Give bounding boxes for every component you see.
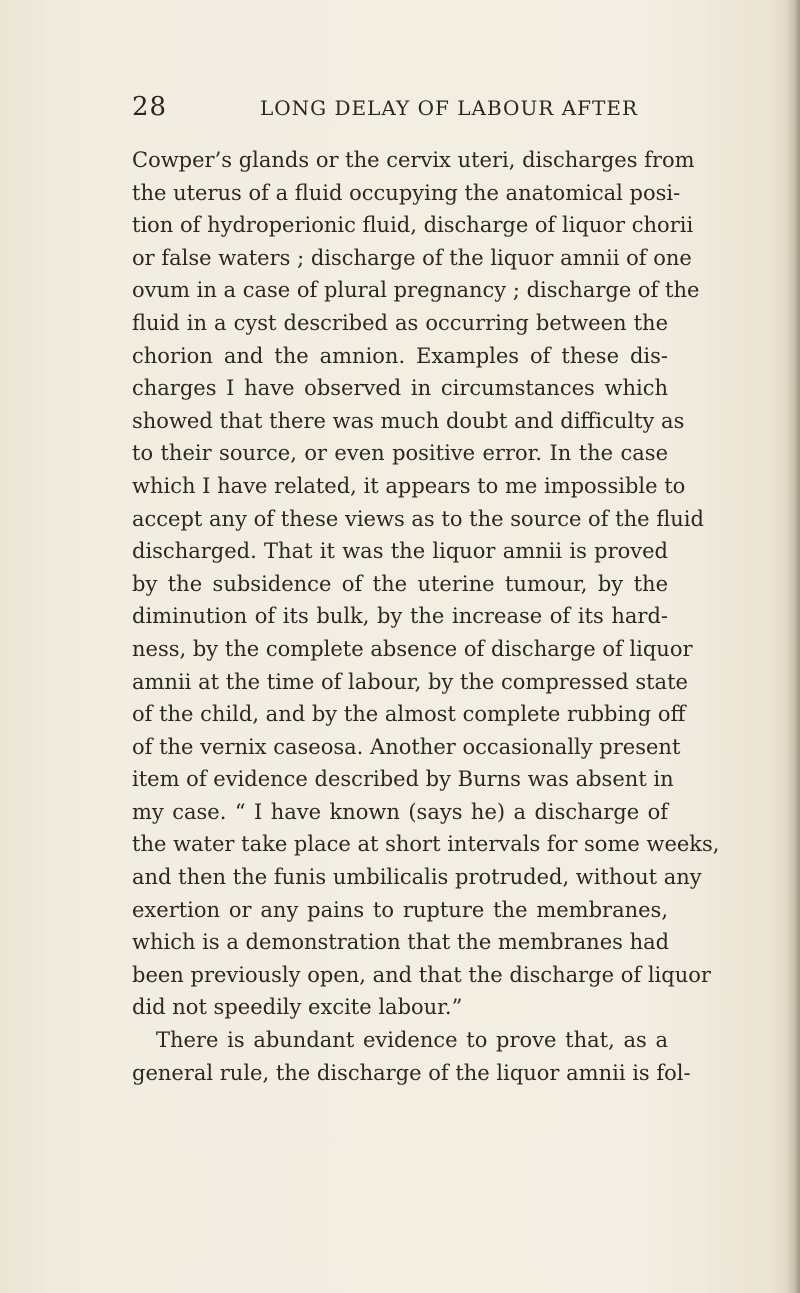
text-line: of the child, and by the almost complete rubbing off	[132, 702, 686, 727]
text-line: tion of hydroperionic fluid, discharge of liquor chorii	[132, 213, 694, 238]
text-line: which is a demonstration that the membranes had	[132, 930, 670, 955]
text-line: showed that there was much doubt and difficulty as	[132, 408, 685, 433]
running-head: LONG DELAY OF LABOUR AFTER	[260, 96, 639, 120]
text-line: chorion and the amnion. Examples of these dis-	[132, 343, 668, 368]
text-line: item of evidence described by Burns was absent in	[132, 767, 674, 792]
text-line: exertion or any pains to rupture the membranes,	[132, 897, 668, 922]
text-line: which I have related, it appears to me impossible to	[132, 473, 686, 498]
text-line: There is abundant evidence to prove that, as a	[156, 1028, 668, 1053]
paragraph-1	[132, 144, 720, 1024]
text-line: diminution of its bulk, by the increase of its hard-	[132, 604, 668, 629]
text-line: or false waters ; discharge of the liquor amnii of one	[132, 245, 692, 270]
text-line: discharged. That it was the liquor amnii is proved	[132, 539, 668, 564]
text-line: charges I have observed in circumstances which	[132, 376, 668, 401]
text-line: to their source, or even positive error. In the case	[132, 441, 668, 466]
text-line: ovum in a case of plural pregnancy ; discharge of the	[132, 278, 700, 303]
text-line: fluid in a cyst described as occurring between the	[132, 310, 668, 335]
text-line: Cowper’s glands or the cervix uteri, discharges from	[132, 148, 695, 172]
page-edge-shadow	[786, 0, 800, 1293]
text-line: and then the funis umbilicalis protruded, without any	[132, 865, 702, 890]
text-line: amnii at the time of labour, by the compressed state	[132, 669, 688, 694]
text-line: of the vernix caseosa. Another occasionally present	[132, 734, 681, 759]
paragraph-2	[132, 1024, 691, 1089]
page-header	[132, 92, 664, 128]
text-line: did not speedily excite labour.”	[132, 995, 463, 1020]
text-line: by the subsidence of the uterine tumour, by the	[132, 571, 668, 596]
text-line: the uterus of a fluid occupying the anatomical posi-	[132, 180, 681, 205]
page-number: 28	[132, 92, 168, 122]
text-line: general rule, the discharge of the liquor amnii is fol-	[132, 1060, 691, 1085]
text-line: accept any of these views as to the source of the fluid	[132, 506, 704, 531]
text-line: the water take place at short intervals for some weeks,	[132, 832, 720, 857]
text-line: my case. “ I have known (says he) a discharge of	[132, 799, 668, 824]
body-text	[132, 144, 720, 1089]
text-line: ness, by the complete absence of discharge of liquor	[132, 636, 693, 661]
text-line: been previously open, and that the discharge of liquor	[132, 962, 711, 987]
